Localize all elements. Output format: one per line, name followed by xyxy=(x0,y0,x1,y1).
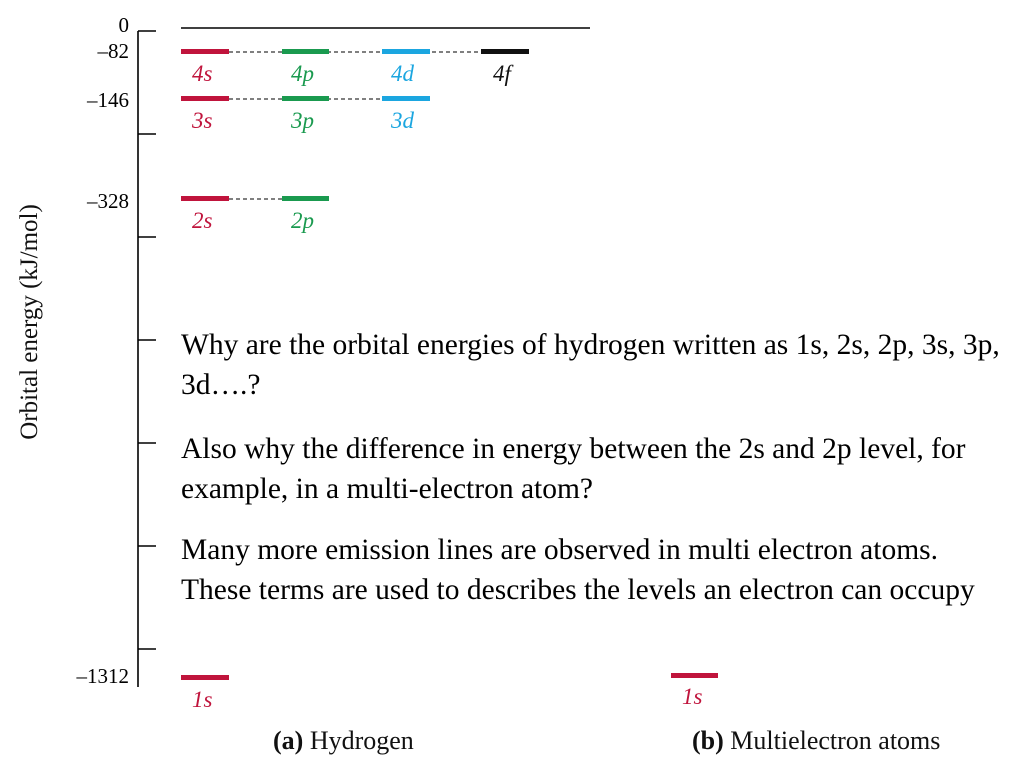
tick-label-328: –328 xyxy=(87,189,129,213)
orbital-4f-label: 4f xyxy=(493,61,511,86)
orbital-3s-bar xyxy=(181,96,229,101)
caption-a-text: Hydrogen xyxy=(309,726,414,755)
orbital-3d-label: 3d xyxy=(391,108,414,133)
orbital-1s-label: 1s xyxy=(192,687,213,712)
orbital-4f-bar xyxy=(481,49,529,54)
orbital-4s-bar xyxy=(181,49,229,54)
orbital-4d-label: 4d xyxy=(391,61,414,86)
orbital-4p-label: 4p xyxy=(291,61,314,86)
y-tick-labels xyxy=(76,13,130,688)
tick-label-0: 0 xyxy=(118,13,129,37)
orbital-2p-label: 2p xyxy=(291,208,314,233)
question-3: Many more emission lines are observed in multi electron atoms. These terms are used to describes the levels an electron can occupy xyxy=(181,534,975,606)
level-connectors xyxy=(229,52,481,199)
orbital-4s-label: 4s xyxy=(192,61,213,86)
tick-label-146: –146 xyxy=(87,88,129,112)
tick-label-1312: –1312 xyxy=(76,664,129,688)
orbital-4p-bar xyxy=(282,49,329,54)
caption-multielectron xyxy=(692,726,940,756)
orbital-3d-bar xyxy=(382,96,430,101)
y-axis-label: Orbital energy (kJ/mol) xyxy=(16,204,43,440)
orbital-3p-bar xyxy=(282,96,329,101)
caption-a-letter: (a) xyxy=(273,726,304,755)
orbital-3p-label: 3p xyxy=(291,108,314,133)
y-axis-ticks xyxy=(138,31,156,649)
tick-label-82: –82 xyxy=(97,39,129,63)
orbital-2s-bar xyxy=(181,196,229,201)
caption-b-letter: (b) xyxy=(692,726,724,755)
caption-hydrogen xyxy=(273,726,414,756)
multielectron-1s-label: 1s xyxy=(682,684,703,709)
question-2: Also why the difference in energy between the 2s and 2p level, for example, in a multi-electron atom? xyxy=(181,433,966,505)
question-1: Why are the orbital energies of hydrogen written as 1s, 2s, 2p, 3s, 3p, 3d….? xyxy=(181,329,1000,401)
orbital-4d-bar xyxy=(382,49,430,54)
multielectron-1s-bar xyxy=(671,673,718,678)
orbital-1s-bar xyxy=(181,675,229,680)
orbital-2s-label: 2s xyxy=(192,208,213,233)
orbital-2p-bar xyxy=(282,196,329,201)
caption-b-text: Multielectron atoms xyxy=(730,726,941,755)
orbital-3s-label: 3s xyxy=(192,108,213,133)
